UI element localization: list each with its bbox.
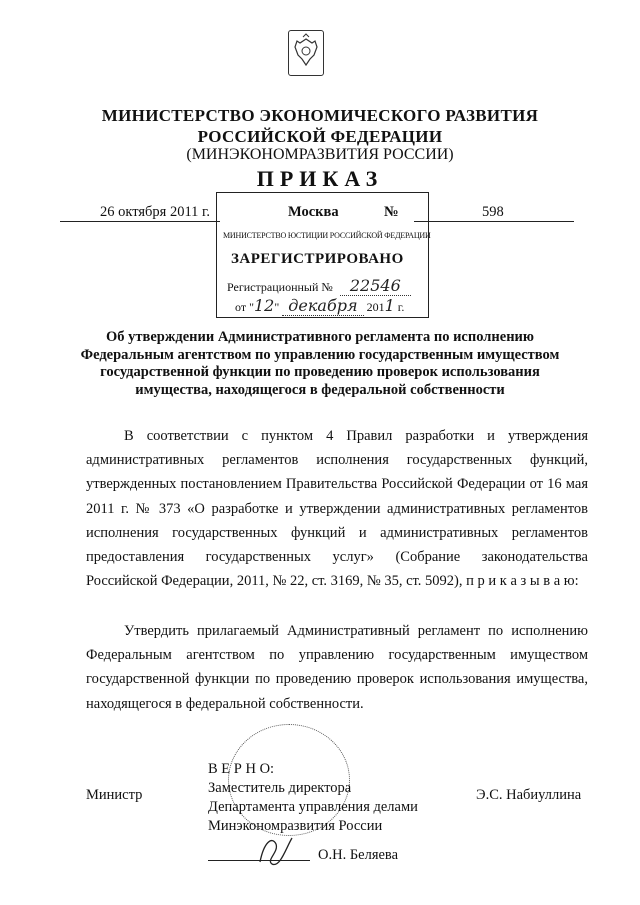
verified-label: В Е Р Н О: [208,761,275,777]
handwritten-signature [252,832,302,873]
certifier-position-line3: Минэкономразвития России [208,818,383,834]
stamp-reg-line [227,276,411,295]
order-number: 598 [482,204,504,220]
minister-label: Министр [86,787,143,803]
coat-of-arms-icon [288,30,324,76]
registration-stamp [216,192,429,318]
certifier-name: О.Н. Беляева [318,847,399,863]
stamp-reg-label: Регистрационный № [227,280,333,294]
certifier-position-line1: Заместитель директора [208,780,352,796]
number-underline [414,221,574,222]
ministry-name-line2: РОССИЙСКОЙ ФЕДЕРАЦИИ [197,127,443,146]
stamp-date-suffix: г. [397,300,405,314]
body-paragraph-1: В соответствии с пунктом 4 Правил разработки и утверждения административных регламентов исполнения государственных функций, утвержденных постановлением Правительства Российской Федерации от 16 мая 2011 г. № 373 «О разработке и утверждении административных регламентов исполнения государственных функций и административных регламентов предоставления государственных услуг» (Собрание законодательства Российской Федерации, 2011, № 22, ст. 3169, № 35, ст. 5092), п р и к а з ы в а ю: [86,428,588,590]
stamp-authority: МИНИСТЕРСТВО ЮСТИЦИИ РОССИЙСКОЙ ФЕДЕРАЦИИ [223,231,431,240]
date-underline [60,221,220,222]
stamp-date-line: от "12" декабря 2011 г. [235,296,405,315]
stamp-date-day: 12 [254,296,275,315]
ministry-short-name: (МИНЭКОНОМРАЗВИТИЯ РОССИИ) [186,146,454,163]
stamp-date-prefix: от [235,300,247,314]
certifier-position-line2: Департамента управления делами [208,799,418,815]
document-title: Об утверждении Административного регламента по исполнению Федеральным агентством по управлению государственным имуществом государственной функции по проведению проверок использования имущества, находящегося в федеральной собственности [80,329,560,398]
order-city: Москва [288,204,339,220]
order-date: 26 октября 2011 г. [100,204,210,220]
stamp-date-year-suffix: 1 [384,296,395,315]
stamp-date-year-prefix: 201 [366,300,385,314]
stamp-reg-number: 22546 [340,276,411,296]
ministry-name-line1: МИНИСТЕРСТВО ЭКОНОМИЧЕСКОГО РАЗВИТИЯ [101,106,539,125]
order-title: ПРИКАЗ [256,166,384,191]
stamp-date-month: декабря [282,296,363,316]
body-paragraph-2: Утвердить прилагаемый Административный регламент по исполнению Федеральным агентством по управлению государственным имуществом государственной функции по проведению проверок использования имущества, находящегося в федеральной собственности. [86,623,588,712]
minister-name: Э.С. Набиуллина [476,787,582,803]
order-number-label: № [384,204,399,220]
stamp-status: ЗАРЕГИСТРИРОВАНО [231,251,404,267]
